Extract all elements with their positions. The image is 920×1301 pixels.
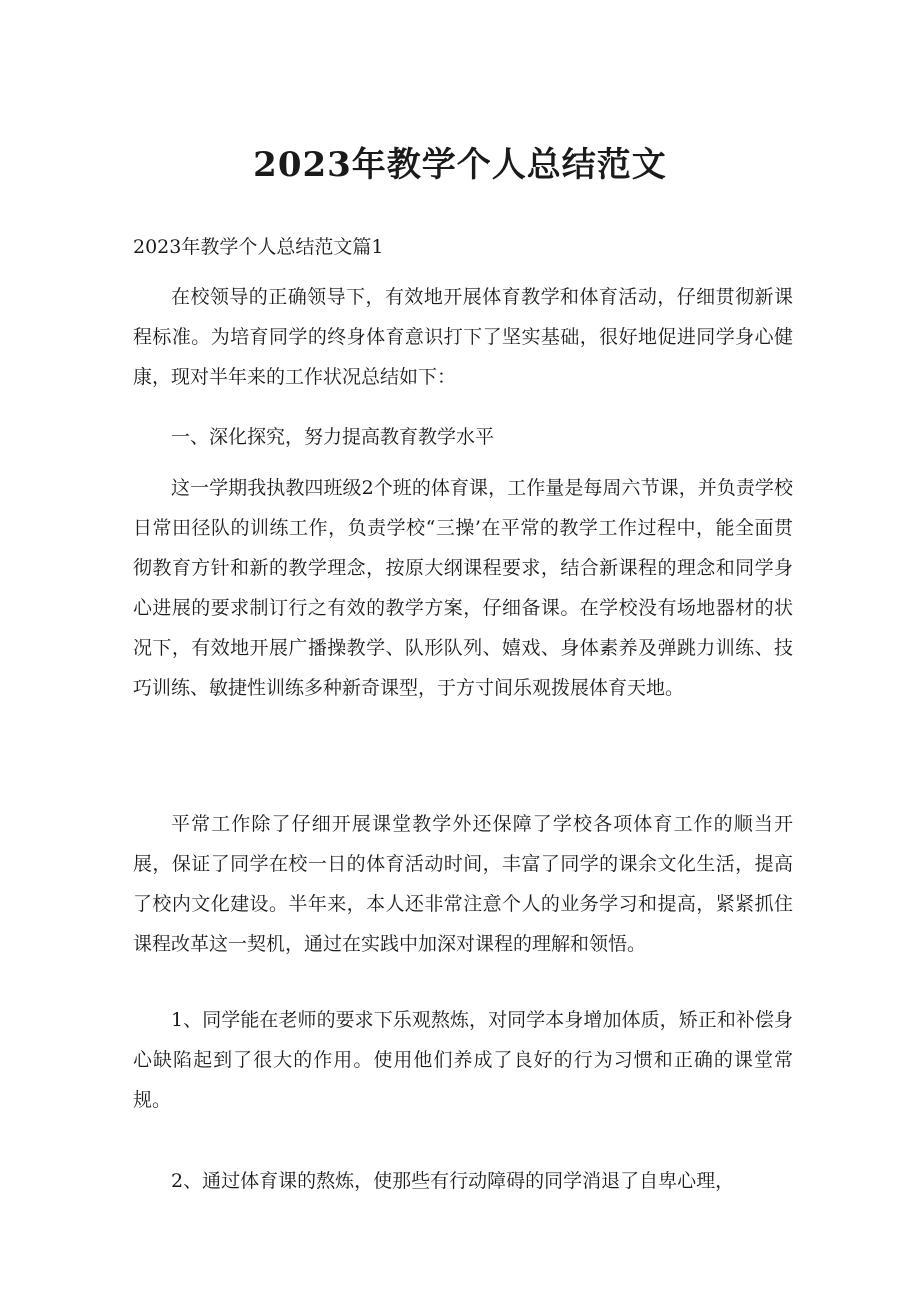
- section-heading: 一、深化探究，努力提高教育教学水平: [171, 426, 495, 448]
- document-title: 2023年教学个人总结范文: [253, 145, 667, 185]
- paragraph-point-1: 1、同学能在老师的要求下乐观熬炼，对同学本身增加体质，矫正和补偿身心缺陷起到了很大的作用。使用他们养成了良好的行为习惯和正确的课堂常规。: [133, 1009, 793, 1111]
- paragraph-work-detail: 这一学期我执教四班级2个班的体育课，工作量是每周六节课，并负责学校日常田径队的训练工作，负责学校“三操’在平常的教学工作过程中，能全面贯彻教育方针和新的教学理念，按原大纲课程要求，结合新课程的理念和同学身心进展的要求制订行之有效的教学方案，仔细备课。在学校没有场地器材的状况下，有效地开展广播操教学、队形队列、嬉戏、身体素养及弹跳力训练、技巧训练、敏捷性训练多种新奇课型，于方寸间乐观拨展体育天地。: [133, 477, 793, 699]
- paragraph-intro: 在校领导的正确领导下，有效地开展体育教学和体育活动，仔细贯彻新课程标准。为培育同学的终身体育意识打下了坚实基础，很好地促进同学身心健康，现对半年来的工作状况总结如下：: [133, 286, 793, 388]
- paragraph-point-2: 2、通过体育课的熬炼，使那些有行动障碍的同学消退了自卑心理，: [171, 1170, 735, 1192]
- paragraph-routine-work: 平常工作除了仔细开展课堂教学外还保障了学校各项体育工作的顺当开展，保证了同学在校一日的体育活动时间，丰富了同学的课余文化生活，提高了校内文化建设。半年来，本人还非常注意个人的业务学习和提高，紧紧抓住课程改革这一契机，通过在实践中加深对课程的理解和领悟。: [133, 813, 793, 955]
- section-title: 2023年教学个人总结范文篇1: [133, 236, 384, 258]
